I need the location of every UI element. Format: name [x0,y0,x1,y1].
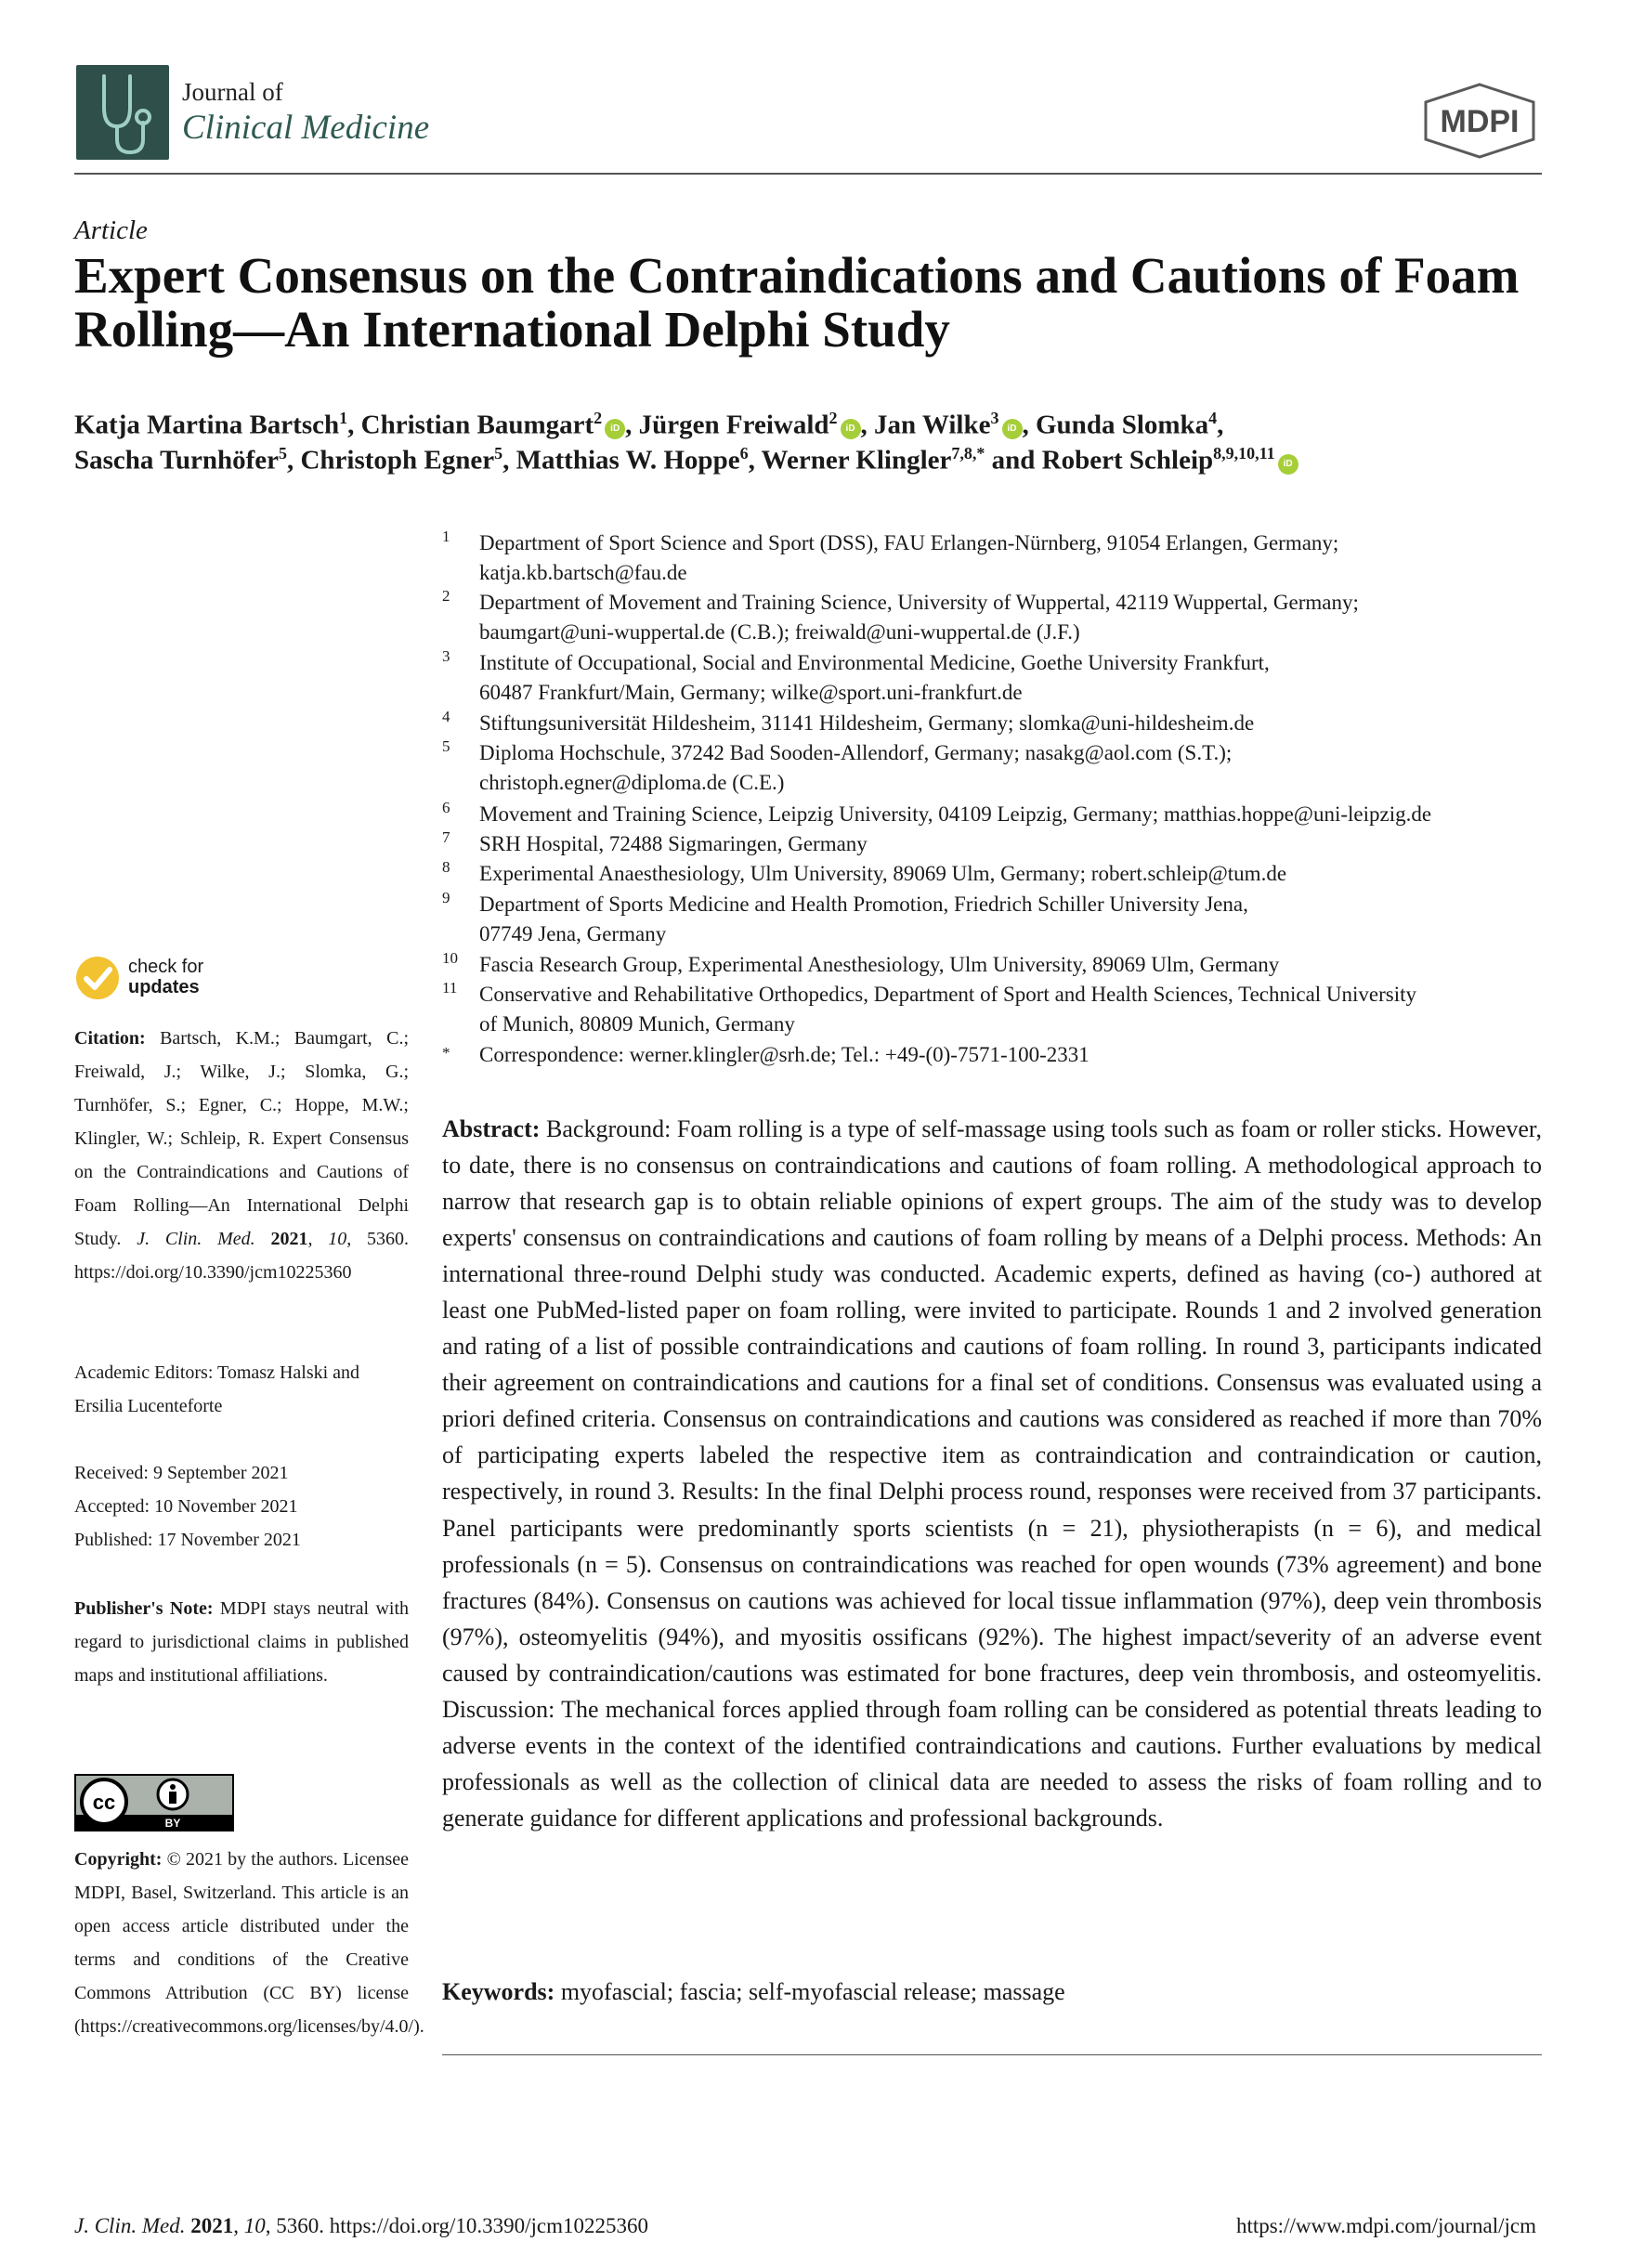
orcid-icon[interactable]: iD [605,419,625,439]
mdpi-logo[interactable] [1419,82,1540,160]
cc-by-label: BY [164,1817,181,1830]
affiliation-line: Department of Sport Science and Sport (DSS), FAU Erlangen-Nürnberg, 91054 Erlangen, Germany; [479,531,1339,554]
journal-name-line1: Journal of [182,78,283,106]
author-name: , Gunda Slomka [1022,410,1209,440]
author-separator: , [1217,410,1224,440]
affiliation-number: 8 [442,858,450,876]
affiliation-line[interactable]: christoph.egner@diploma.de (C.E.) [479,771,785,794]
citation-label: Citation: [74,1028,146,1049]
header-divider [74,173,1542,175]
keywords-label: Keywords: [442,1978,555,2005]
authors-line-2 [74,444,1298,476]
author-affil-sup: 5 [494,444,503,463]
affiliation-number: 1 [442,528,450,545]
author-name: , Werner Klingler [748,445,952,476]
accepted-date: Accepted: 10 November 2021 [74,1496,298,1517]
orcid-icon[interactable]: iD [1002,419,1023,439]
academic-editors: Academic Editors: Tomasz Halski and Ersilia Lucenteforte [74,1362,360,1416]
published-date: Published: 17 November 2021 [74,1530,301,1550]
copyright-text: © 2021 by the authors. Licensee MDPI, Basel, Switzerland. This article is an open access article distributed under the terms and conditions of the Creative Commons Attribution (CC BY) license (https://creativecommons.org/licenses/by/4.0/). [74,1849,424,2037]
check-for-updates-line1: check for [128,957,204,977]
author-affil-sup: 2 [594,409,603,427]
author-affil-sup: 8,9,10,11 [1213,444,1275,463]
author-affil-sup: 3 [990,409,999,427]
affiliation-line[interactable]: 60487 Frankfurt/Main, Germany; wilke@sport.uni-frankfurt.de [479,681,1023,704]
copyright-block [74,1843,424,2043]
citation-text: Bartsch, K.M.; Baumgart, C.; Freiwald, J.; Wilke, J.; Slomka, G.; Turnhöfer, S.; Egner, C.; Hoppe, M.W.; Klingler, W.; Schleip, R. Expert Consensus on the Contraindications and Cautions of Foam Rolling—An International Delphi Study. [74,1028,409,1249]
affiliation-line[interactable]: katja.kb.bartsch@fau.de [479,561,687,584]
affiliation-line: Conservative and Rehabilitative Orthopedics, Department of Sport and Health Sciences, Technical University [479,983,1417,1006]
author-affil-sup: 2 [829,409,838,427]
publisher-note-text: MDPI stays neutral with regard to jurisdictional claims in published maps and institutional affiliations. [74,1598,410,1686]
affiliation-line: Department of Sports Medicine and Health Promotion, Friedrich Schiller University Jena, [479,893,1248,916]
svg-text:cc: cc [92,1791,116,1814]
article-type: Article [74,215,148,245]
author-affil-sup: 6 [739,444,749,463]
citation-block: Citation: Bartsch, K.M.; Baumgart, C.; Freiwald, J.; Wilke, J.; Slomka, G.; Turnhöfer, S.; Egner, C.; Hoppe, M.W.; Klingler, W.; Schleip, R. Expert Consensus on the Contraindications and Cautions of Foam Rolling—An International Delphi Study. J. Clin. Med. 2021, 10, 5360. https://doi.org/10.3390/jcm10225360 [74,1028,410,1283]
cc-by-license-badge[interactable] [74,1774,234,1831]
publisher-note-label: Publisher's Note: [74,1598,214,1619]
author-name: Sascha Turnhöfer [74,445,279,476]
publisher-note [74,1592,409,1692]
footer-year: 2021 [190,2214,234,2237]
keywords-divider [442,2054,1542,2055]
footer-citation: J. Clin. Med. 2021, 10, 5360. https://doi.org/10.3390/jcm10225360 [74,2214,649,2237]
correspondence-line[interactable]: Correspondence: werner.klingler@srh.de; Tel.: +49-(0)-7571-100-2331 [479,1043,1090,1066]
author-name: , Christoph Egner [286,445,495,476]
author-name: , Christian Baumgart [347,410,594,440]
affiliation-number: 2 [442,587,450,605]
footer-doi[interactable]: , 5360. https://doi.org/10.3390/jcm10225360 [265,2214,649,2237]
affiliation-line[interactable]: Diploma Hochschule, 37242 Bad Sooden-Allendorf, Germany; nasakg@aol.com (S.T.); [479,741,1233,764]
author-affil-sup: 4 [1208,409,1218,427]
affiliation-number: 4 [442,708,450,725]
author-name: , Jan Wilke [860,410,991,440]
author-affil-sup: 7,8,* [951,444,985,463]
footer-journal: J. Clin. Med. [74,2214,186,2237]
affiliation-line: 07749 Jena, Germany [479,922,667,945]
affiliation-line: of Munich, 80809 Munich, Germany [479,1012,795,1036]
affiliation-number: 5 [442,737,450,755]
affiliation-line[interactable]: Experimental Anaesthesiology, Ulm University, 89069 Ulm, Germany; robert.schleip@tum.de [479,862,1287,885]
affiliation-line[interactable]: Stiftungsuniversität Hildesheim, 31141 Hildesheim, Germany; slomka@uni-hildesheim.de [479,711,1255,735]
abstract-label: Abstract: [442,1115,541,1142]
author-affil-sup: 1 [339,409,348,427]
orcid-icon[interactable]: iD [841,419,861,439]
check-for-updates-icon[interactable] [74,955,121,1001]
affiliation-line: Fascia Research Group, Experimental Anesthesiology, Ulm University, 89069 Ulm, Germany [479,953,1280,976]
affiliation-line: SRH Hospital, 72488 Sigmaringen, Germany [479,832,868,855]
affiliation-number: 10 [442,949,458,967]
affiliation-line: Department of Movement and Training Science, University of Wuppertal, 42119 Wuppertal, Germany; [479,591,1359,614]
affiliation-line: Institute of Occupational, Social and Environmental Medicine, Goethe University Frankfurt, [479,651,1270,674]
check-for-updates-label[interactable] [128,957,203,997]
affiliation-line[interactable]: baumgart@uni-wuppertal.de (C.B.); freiwald@uni-wuppertal.de (J.F.) [479,620,1080,644]
author-name: , Jürgen Freiwald [625,410,829,440]
footer-volume: 10 [243,2214,266,2237]
abstract [442,1111,1542,1836]
affiliation-number: * [442,1044,450,1062]
article-title: Expert Consensus on the Contraindications and Cautions of Foam Rolling—An International Delphi Study [74,247,1520,358]
affiliation-line[interactable]: Movement and Training Science, Leipzig University, 04109 Leipzig, Germany; matthias.hoppe@uni-leipzig.de [479,802,1432,826]
received-date: Received: 9 September 2021 [74,1463,289,1483]
affiliation-number: 11 [442,979,458,997]
check-for-updates-line2: updates [128,977,200,997]
mdpi-logo-text: MDPI [1440,104,1520,139]
citation-doi[interactable]: , 5360. https://doi.org/10.3390/jcm10225360 [74,1229,410,1283]
footer-journal-url[interactable]: https://www.mdpi.com/journal/jcm [1235,2214,1536,2237]
orcid-icon[interactable]: iD [1278,454,1298,475]
abstract-text: Background: Foam rolling is a type of self-massage using tools such as foam or roller sticks. However, to date, there is no consensus on contraindications and cautions of foam rolling. A methodological approach to narrow that research gap is to obtain reliable opinions of expert groups. The aim of the study was to develop experts' consensus on contraindications and cautions of foam rolling by means of a Delphi process. Methods: An international three-round Delphi study was conducted. Academic experts, defined as having (co-) authored at least one PubMed-listed paper on foam rolling, were invited to participate. Rounds 1 and 2 involved generation and rating of a list of possible contraindications and cautions of foam rolling. In round 3, participants indicated their agreement on contraindications and cautions for a final set of conditions. Consensus was evaluated using a priori defined criteria. Consensus on contraindications and cautions was considered as reached if more than 70% of participating experts labeled the respective item as contraindication and contraindication or caution, respectively, in round 3. Results: In the final Delphi process round, responses were received from 37 participants. Panel participants were predominantly sports scientists (n = 21), physiotherapists (n = 6), and medical professionals (n = 5). Consensus on contraindications was reached for open wounds (73% agreement) and bone fractures (84%). Consensus on cautions was achieved for local tissue inflammation (97%), deep vein thrombosis (97%), osteomyelitis (94%), and myositis ossificans (92%). The highest impact/severity of an adverse event caused by contraindication/cautions was estimated for bone fractures, deep vein thrombosis, and osteomyelitis. Discussion: The mechanical forces applied through foam rolling can be considered as potential threats leading to adverse events in the context of the identified contraindications and cautions. Further evaluations by medical professionals as well as the collection of clinical data are needed to assess the risks of foam rolling and to generate guidance for different applications and professional backgrounds. [442,1115,1542,1831]
citation-year: 2021 [270,1229,308,1249]
keywords [442,1978,1065,2006]
stethoscope-icon [76,65,169,160]
affiliation-number: 7 [442,828,450,846]
authors-line-1 [74,409,1223,441]
affiliation-number: 6 [442,799,450,816]
author-name: Katja Martina Bartsch [74,410,340,440]
citation-journal: J. Clin. Med. [137,1229,255,1249]
copyright-label: Copyright: [74,1849,163,1870]
journal-logo [76,65,169,160]
author-affil-sup: 5 [278,444,287,463]
affiliation-number: 9 [442,889,450,906]
author-name: , Matthias W. Hoppe [502,445,740,476]
affiliation-number: 3 [442,647,450,665]
keywords-text: myofascial; fascia; self-myofascial release; massage [560,1978,1065,2005]
journal-name-line2: Clinical Medicine [182,109,430,147]
citation-volume: 10 [328,1229,347,1249]
author-name: and Robert Schleip [985,445,1214,476]
